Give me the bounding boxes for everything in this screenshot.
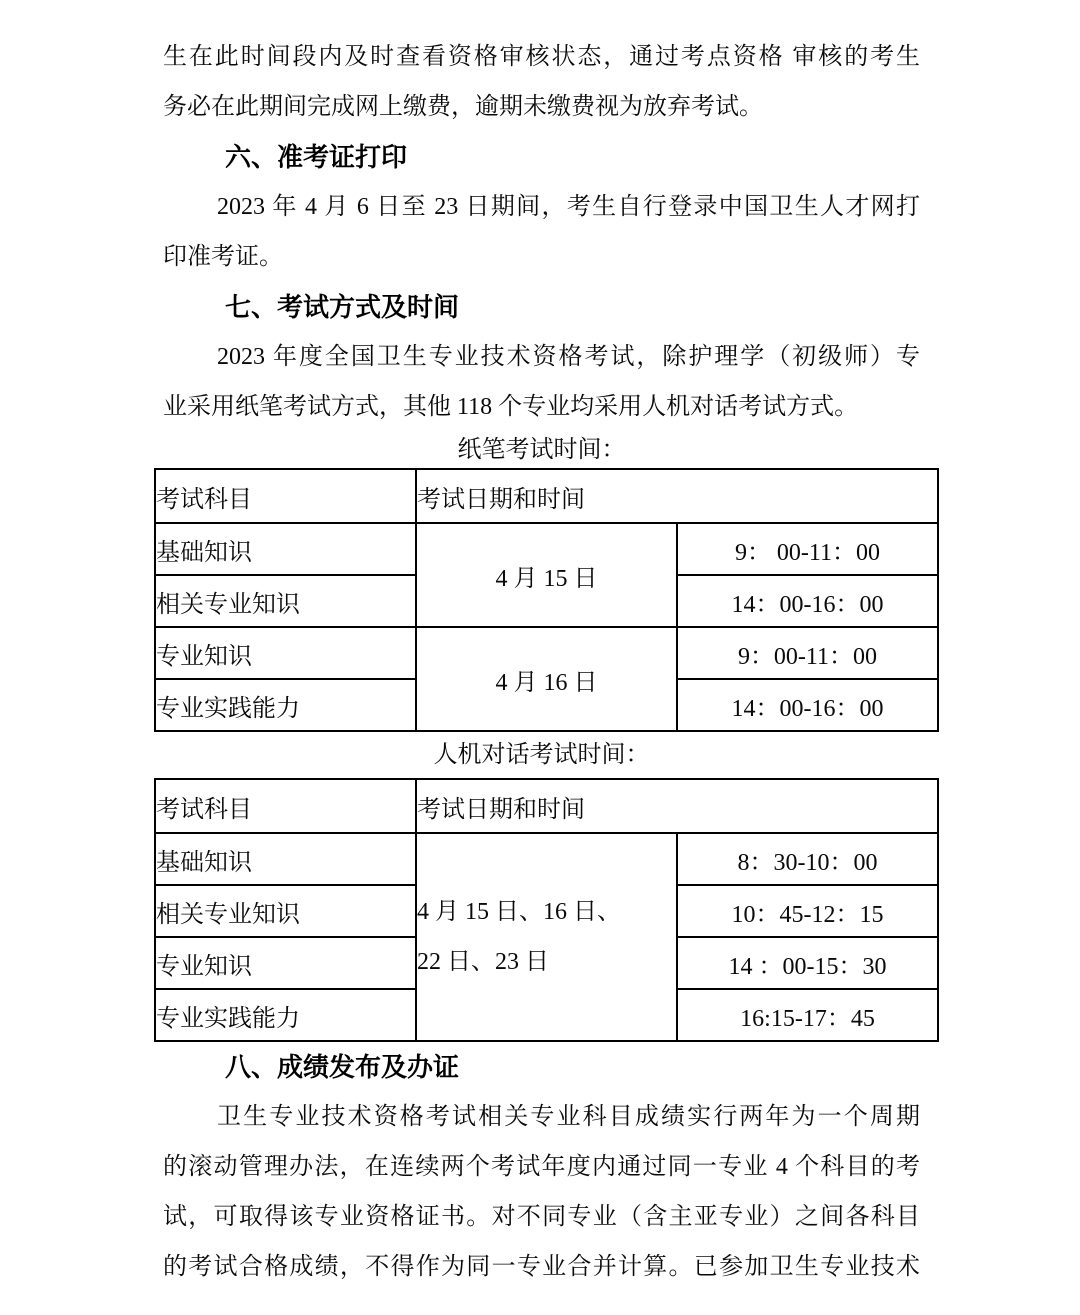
- time-cell: 10：45-12：15: [677, 885, 938, 937]
- table-row: [155, 523, 938, 575]
- paragraph-line: 2023 年度全国卫生专业技术资格考试，除护理学（初级师）专: [217, 344, 920, 370]
- paragraph-line: 卫生专业技术资格考试相关专业科目成绩实行两年为一个周期: [217, 1104, 920, 1130]
- time-cell: 16:15-17：45: [677, 989, 938, 1041]
- column-header-subject: 考试科目: [155, 779, 416, 833]
- section-heading-results: 八、成绩发布及办证: [225, 1052, 460, 1082]
- cbt-exam-table-caption: 人机对话考试时间：: [433, 742, 650, 768]
- subject-cell: 专业知识: [155, 937, 416, 989]
- paragraph-line: 业采用纸笔考试方式，其他 118 个专业均采用人机对话考试方式。: [163, 394, 859, 420]
- time-cell: 14：00-16：00: [677, 575, 938, 627]
- paragraph-line: 的考试合格成绩，不得作为同一专业合并计算。已参加卫生专业技术: [163, 1254, 920, 1280]
- time-cell: 14：00-16：00: [677, 679, 938, 731]
- paragraph-line: 试，可取得该专业资格证书。对不同专业（含主亚专业）之间各科目: [163, 1204, 920, 1230]
- paragraph-line: 2023 年 4 月 6 日至 23 日期间，考生自行登录中国卫生人才网打: [217, 194, 920, 220]
- results-paragraph: [163, 1092, 920, 1292]
- date-cell: 4 月 15 日: [416, 523, 677, 627]
- paragraph-line: 务必在此期间完成网上缴费，逾期未缴费视为放弃考试。: [163, 94, 763, 120]
- time-cell: 14 ：00-15：30: [677, 937, 938, 989]
- subject-cell: 基础知识: [155, 833, 416, 885]
- paragraph-line: 印准考证。: [163, 244, 283, 270]
- paper-exam-schedule-table: [154, 468, 939, 732]
- subject-cell: 相关专业知识: [155, 885, 416, 937]
- admission-ticket-paragraph: [163, 182, 920, 282]
- table-header-row: [155, 779, 938, 833]
- intro-paragraph: [163, 32, 920, 132]
- subject-cell: 相关专业知识: [155, 575, 416, 627]
- column-header-datetime: 考试日期和时间: [416, 469, 938, 523]
- column-header-subject: 考试科目: [155, 469, 416, 523]
- paragraph-line: 生在此时间段内及时查看资格审核状态，通过考点资格 审核的考生: [163, 44, 920, 70]
- subject-cell: 专业实践能力: [155, 679, 416, 731]
- table-header-row: [155, 469, 938, 523]
- table-row: [155, 833, 938, 885]
- time-cell: 8：30-10：00: [677, 833, 938, 885]
- date-line: 22 日、23 日: [417, 949, 549, 975]
- table-row: [155, 627, 938, 679]
- paragraph-line: 的滚动管理办法，在连续两个考试年度内通过同一专业 4 个科目的考: [163, 1154, 920, 1180]
- paper-exam-table-caption: 纸笔考试时间：: [457, 437, 626, 463]
- exam-method-paragraph: [163, 332, 920, 432]
- cbt-exam-schedule-table: [154, 778, 939, 1042]
- date-line: 4 月 15 日、16 日、: [417, 899, 621, 925]
- subject-cell: 基础知识: [155, 523, 416, 575]
- section-heading-exam-method: 七、考试方式及时间: [225, 292, 460, 322]
- subject-cell: 专业实践能力: [155, 989, 416, 1041]
- date-cell: 4 月 16 日: [416, 627, 677, 731]
- time-cell: 9： 00-11：00: [677, 523, 938, 575]
- column-header-datetime: 考试日期和时间: [416, 779, 938, 833]
- section-heading-admission-ticket: 六、准考证打印: [225, 142, 408, 172]
- time-cell: 9：00-11：00: [677, 627, 938, 679]
- subject-cell: 专业知识: [155, 627, 416, 679]
- date-cell: [416, 833, 677, 1041]
